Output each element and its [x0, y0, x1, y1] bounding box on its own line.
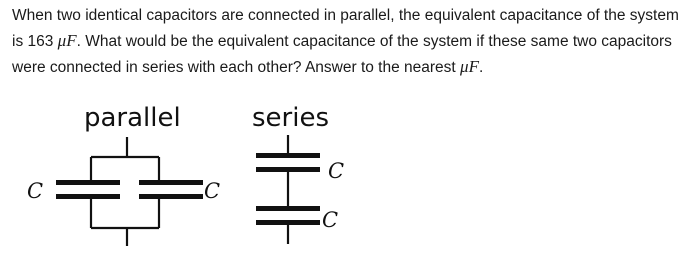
question-part-2: . What would be the equivalent capacitance of the system if these same two capacitors were connected in series with each other? Answer to the nearest	[12, 33, 672, 76]
capacitor-plate	[139, 180, 203, 185]
capacitor-plate	[256, 167, 320, 172]
capacitor-plate	[56, 180, 120, 185]
question-part-3: .	[478, 59, 484, 76]
parallel-circuit	[91, 137, 159, 246]
capacitor-plate	[56, 194, 120, 199]
parallel-label: parallel	[84, 103, 181, 133]
series-label: series	[252, 103, 329, 133]
capacitor-plate	[139, 194, 203, 199]
series-cap-top-label: C	[328, 159, 345, 183]
unit-microfarad-2: μF	[460, 57, 479, 76]
parallel-capacitor-left	[56, 180, 120, 199]
capacitor-plate	[256, 153, 320, 158]
series-capacitor-bottom	[256, 206, 320, 225]
capacitor-plate	[256, 206, 320, 211]
parallel-cap-left-label: C	[27, 179, 44, 203]
parallel-capacitor-right	[139, 180, 203, 199]
series-capacitor-top	[256, 153, 320, 172]
question-part-1: When two identical capacitors are connected in parallel, the equivalent capacitance of the system is 163	[12, 7, 679, 50]
series-cap-bottom-label: C	[322, 208, 339, 232]
unit-microfarad-1: μF	[57, 31, 77, 50]
parallel-cap-right-label: C	[204, 179, 221, 203]
capacitor-plate	[256, 220, 320, 225]
